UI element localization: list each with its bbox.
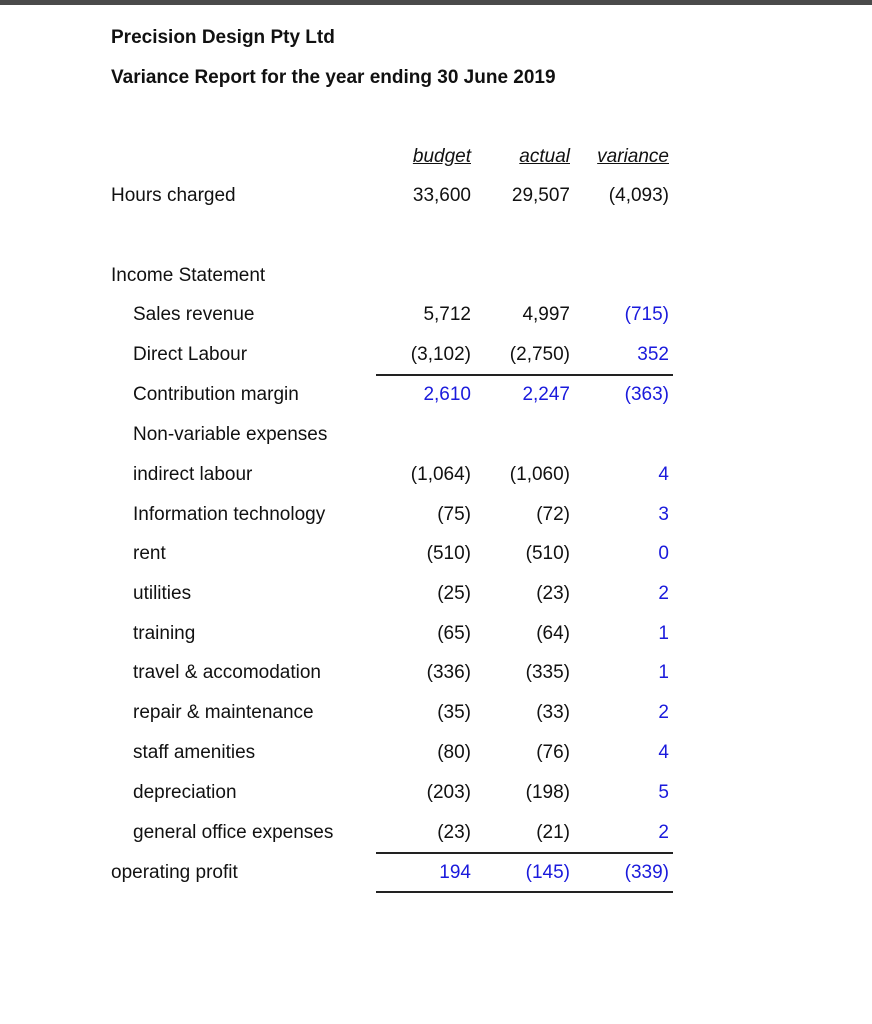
expense-label: general office expenses	[133, 822, 334, 843]
sales-revenue-label: Sales revenue	[133, 304, 255, 325]
expense-label: rent	[133, 543, 166, 564]
expense-actual: (72)	[536, 504, 570, 525]
expense-actual: (64)	[536, 623, 570, 644]
direct-labour-variance: 352	[637, 344, 669, 365]
expense-label: staff amenities	[133, 742, 256, 763]
expense-variance: 2	[658, 702, 669, 723]
expense-actual: (23)	[536, 583, 570, 604]
sales-budget: 5,712	[423, 304, 471, 325]
direct-labour-budget: (3,102)	[410, 344, 471, 365]
expense-budget: (80)	[437, 742, 471, 763]
expense-label: repair & maintenance	[133, 702, 314, 723]
column-header-actual: actual	[519, 146, 570, 167]
expense-actual: (198)	[525, 782, 570, 803]
expense-variance: 4	[658, 742, 669, 763]
expense-actual: (33)	[536, 702, 570, 723]
contribution-actual: 2,247	[522, 384, 570, 405]
column-header-budget: budget	[412, 146, 471, 167]
direct-labour-actual: (2,750)	[509, 344, 570, 365]
expense-variance: 5	[658, 782, 669, 803]
expense-variance: 2	[658, 583, 669, 604]
subtotal-rule	[376, 374, 673, 376]
expense-label: indirect labour	[133, 464, 253, 485]
expense-actual: (76)	[536, 742, 570, 763]
window-top-bar	[0, 0, 872, 5]
hours-actual: 29,507	[511, 185, 570, 206]
expense-variance: 1	[658, 662, 669, 683]
company-name: Precision Design Pty Ltd	[111, 27, 335, 48]
expense-variance: 3	[658, 504, 669, 525]
expense-budget: (510)	[426, 543, 471, 564]
hours-charged-label: Hours charged	[111, 185, 236, 206]
expense-actual: (1,060)	[509, 464, 570, 485]
operating-profit-actual: (145)	[525, 862, 570, 883]
operating-profit-budget: 194	[439, 862, 471, 883]
column-header-variance: variance	[597, 146, 669, 167]
expense-label: training	[133, 623, 196, 644]
expense-budget: (25)	[437, 583, 471, 604]
expense-label: utilities	[133, 583, 192, 604]
sales-actual: 4,997	[522, 304, 570, 325]
expense-budget: (23)	[437, 822, 471, 843]
expense-label: travel & accomodation	[133, 662, 321, 683]
operating-profit-label: operating profit	[111, 862, 238, 883]
expense-budget: (203)	[426, 782, 471, 803]
expense-label: Information technology	[133, 504, 326, 525]
expense-variance: 2	[658, 822, 669, 843]
expense-actual: (510)	[525, 543, 570, 564]
income-statement-heading: Income Statement	[111, 265, 266, 286]
expense-variance: 4	[658, 464, 669, 485]
non-variable-expenses-heading: Non-variable expenses	[133, 424, 328, 445]
expense-budget: (35)	[437, 702, 471, 723]
expense-budget: (75)	[437, 504, 471, 525]
total-rule-top	[376, 852, 673, 854]
expense-actual: (21)	[536, 822, 570, 843]
expense-budget: (65)	[437, 623, 471, 644]
expense-budget: (336)	[426, 662, 471, 683]
operating-profit-variance: (339)	[624, 862, 669, 883]
contribution-variance: (363)	[624, 384, 669, 405]
expense-actual: (335)	[525, 662, 570, 683]
hours-budget: 33,600	[412, 185, 471, 206]
hours-variance: (4,093)	[608, 185, 669, 206]
direct-labour-label: Direct Labour	[133, 344, 248, 365]
expense-variance: 0	[658, 543, 669, 564]
total-rule-bottom	[376, 891, 673, 893]
contribution-budget: 2,610	[423, 384, 471, 405]
sales-variance: (715)	[624, 304, 669, 325]
report-title: Variance Report for the year ending 30 June 2019	[111, 67, 556, 88]
expense-label: depreciation	[133, 782, 237, 803]
expense-budget: (1,064)	[410, 464, 471, 485]
expense-variance: 1	[658, 623, 669, 644]
contribution-margin-label: Contribution margin	[133, 384, 299, 405]
